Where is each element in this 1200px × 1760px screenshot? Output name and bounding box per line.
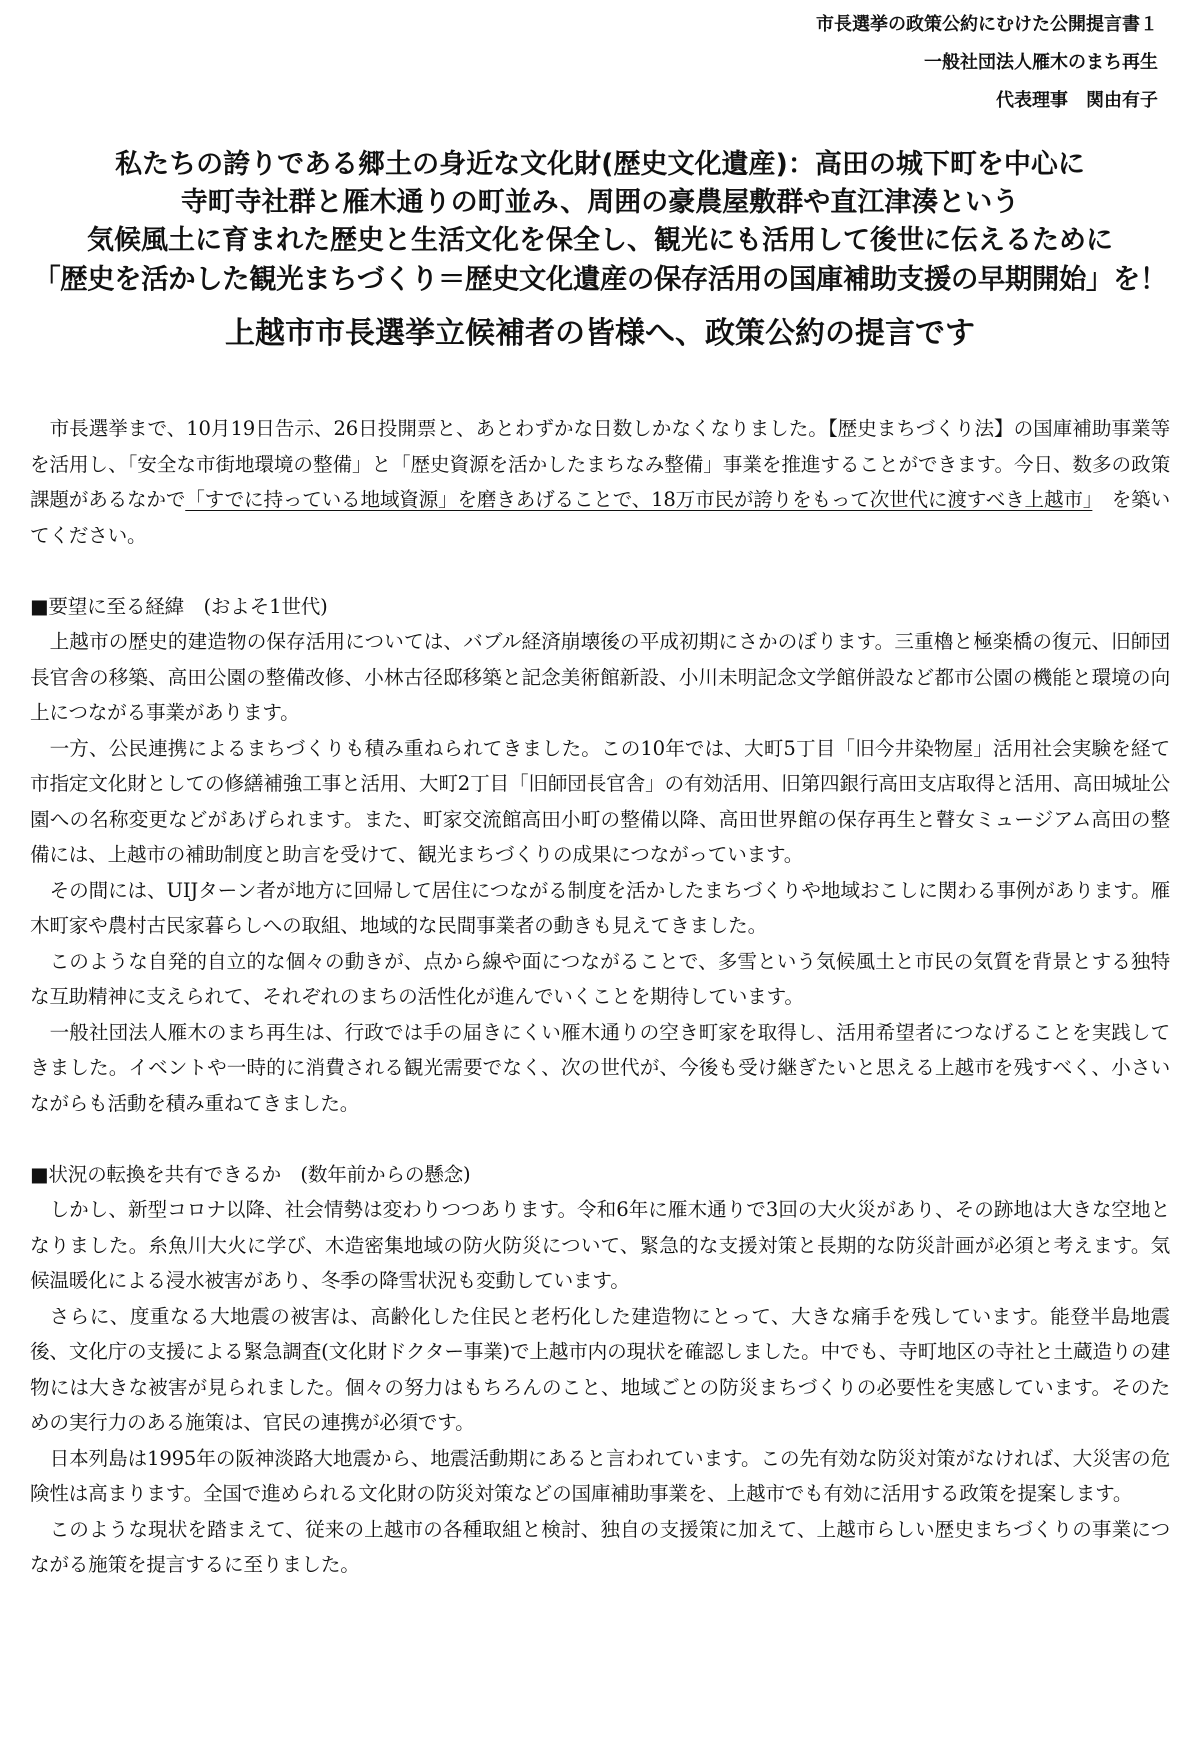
main-title: [20, 146, 1180, 298]
section1-paragraph: 一般社団法人雁木のまち再生は、行政では手の届きにくい雁木通りの空き町家を取得し、活用希望者につなげることを実践してきました。イベントや一時的に消費される観光需要でなく、次の世代が、今後も受け継ぎたいと思える上越市を残すべく、小さいながらも活動を積み重ねてきました。: [30, 1020, 1170, 1115]
title-line-2: 寺町寺社群と雁木通りの町並み、周囲の豪農屋敷群や直江津湊という: [180, 187, 1020, 218]
section1-paragraph: このような自発的自立的な個々の動きが、点から線や面につながることで、多雪という気候風土と市民の気質を背景とする独特な互助精神に支えられて、それぞれのまちの活性化が進んでいくことを期待しています。: [30, 949, 1170, 1008]
section2-paragraph: 日本列島は1995年の阪神淡路大地震から、地震活動期にあると言われています。この先有効な防災対策がなければ、大災害の危険性は高まります。全国で進められる文化財の防災対策などの国庫補助事業を、上越市でも有効に活用する政策を提案します。: [30, 1446, 1170, 1505]
intro-text: 市長選挙まで、10月19日告示、26日投開票と、あとわずかな日数しかなくなりました。【歴史まちづくり法】の国庫補助事業等を活用し、「安全な市街地環境の整備」と「歴史資源を活かしたまちなみ整備」事業を推進することができます。今日、数多の政策課題があるなかで: [30, 417, 1170, 511]
subtitle: 上越市市長選挙立候補者の皆様へ、政策公約の提言です: [225, 316, 975, 351]
document-body: [30, 411, 1170, 1583]
intro-closing-text: を築いてください。: [30, 488, 1170, 547]
section1-paragraph: 上越市の歴史的建造物の保存活用については、バブル経済崩壊後の平成初期にさかのぼります。三重櫓と極楽橋の復元、旧師団長官舎の移築、高田公園の整備改修、小林古径邸移築と記念美術館新設、小川未明記念文学館併設など都市公園の機能と環境の向上につながる事業があります。: [30, 630, 1170, 724]
intro-underlined-text: 「すでに持っている地域資源」を磨きあげることで、18万市民が誇りをもって次世代に渡すべき上越市」: [185, 488, 1093, 511]
intro-paragraph: [30, 411, 1170, 553]
section-heading-background: ■要望に至る経緯 (およそ1世代): [30, 594, 328, 618]
title-line-3: 気候風土に育まれた歴史と生活文化を保全し、観光にも活用して後世に伝えるために: [87, 225, 1113, 256]
section2-paragraph: さらに、度重なる大地震の被害は、高齢化した住民と老朽化した建造物にとって、大きな痛手を残しています。能登半島地震後、文化庁の支援による緊急調査(文化財ドクター事業)で上越市内の現状を確認しました。中でも、寺町地区の寺社と土蔵造りの建物には大きな被害が見られました。個々の努力はもちろんのこと、地域ごとの防災まちづくりの必要性を実感しています。そのための実行力のある施策は、官民の連携が必須です。: [30, 1304, 1170, 1434]
section1-paragraph: その間には、UIJターン者が地方に回帰して居住につながる制度を活かしたまちづくりや地域おこしに関わる事例があります。雁木町家や農村古民家暮らしへの取組、地域的な民間事業者の動きも見えてきました。: [30, 878, 1170, 937]
representative-name: 代表理事 関由有子: [996, 90, 1158, 111]
organization-name: 一般社団法人雁木のまち再生: [924, 52, 1158, 73]
title-line-1: 私たちの誇りである郷土の身近な文化財(歴史文化遺産)：高田の城下町を中心に: [115, 149, 1085, 180]
title-line-4: 「歴史を活かした観光まちづくり＝歴史文化遺産の保存活用の国庫補助支援の早期開始」を！: [33, 263, 1167, 295]
section2-paragraph: しかし、新型コロナ以降、社会情勢は変わりつつあります。令和6年に雁木通りで3回の大火災があり、その跡地は大きな空地となりました。糸魚川大火に学び、木造密集地域の防火防災について、緊急的な支援対策と長期的な防災計画が必須と考えます。気候温暖化による浸水被害があり、冬季の降雪状況も変動しています。: [30, 1198, 1170, 1292]
section2-paragraph: このような現状を踏まえて、従来の上越市の各種取組と検討、独自の支援策に加えて、上越市らしい歴史まちづくりの事業につながる施策を提言するに至りました。: [30, 1517, 1170, 1576]
proposal-title-line: 市長選挙の政策公約にむけた公開提言書１: [816, 14, 1158, 35]
section1-paragraph: 一方、公民連携によるまちづくりも積み重ねられてきました。この10年では、大町5丁目「旧今井染物屋」活用社会実験を経て市指定文化財としての修繕補強工事と活用、大町2丁目「旧師団長官舎」の有効活用、旧第四銀行高田支店取得と活用、高田城址公園への名称変更などがあげられます。また、町家交流館高田小町の整備以降、高田世界館の保存再生と瞽女ミュージアム高田の整備には、上越市の補助制度と助言を受けて、観光まちづくりの成果につながっています。: [30, 736, 1170, 866]
document-header: [518, 6, 1158, 120]
section-heading-situation: ■状況の転換を共有できるか (数年前からの懸念): [30, 1162, 471, 1186]
